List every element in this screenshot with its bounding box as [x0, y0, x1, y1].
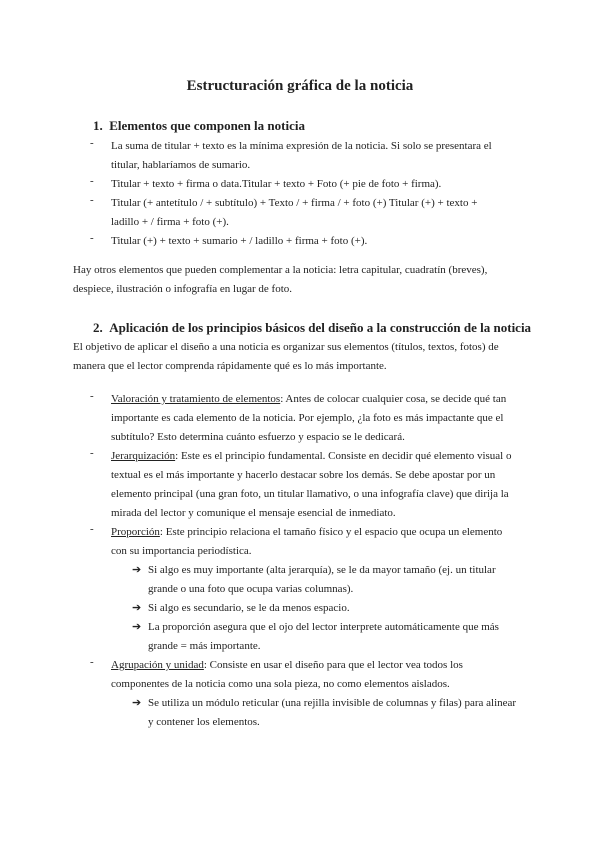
section-number: 2. — [93, 320, 103, 335]
section-number: 1. — [93, 118, 103, 133]
text-line: : Este es el principio fundamental. Consiste en decidir qué elemento visual o — [175, 450, 512, 462]
section-1-list — [0, 137, 600, 251]
arrow-bullet-icon: ➔ — [132, 602, 142, 614]
section-2-intro — [73, 338, 499, 376]
underlined-term: Jerarquización — [111, 450, 176, 462]
text-line: titular, hablaríamos de sumario. — [111, 159, 251, 171]
section-2-list — [0, 390, 600, 732]
text-line: manera que el lector comprenda rápidamente qué es lo más importante. — [73, 360, 387, 372]
list-item — [0, 194, 600, 232]
text-line: : Consiste en usar el diseño para que el lector vea todos los — [203, 659, 463, 671]
section-1-heading — [93, 118, 305, 134]
section-1-paragraph — [73, 261, 487, 299]
text-line: Titular (+) + texto + sumario + / ladillo + firma + foto (+). — [111, 235, 368, 247]
text-line: : Antes de colocar cualquier cosa, se decide qué tan — [280, 393, 507, 405]
text-line: La proporción asegura que el ojo del lector interprete automáticamente que más — [148, 621, 499, 633]
text-line: elemento principal (una gran foto, un titular llamativo, o una infografía clave) que dirija la — [111, 488, 509, 500]
dash-bullet-icon: - — [90, 194, 94, 206]
underlined-term: Valoración y tratamiento de elementos — [111, 393, 281, 405]
text-line: Titular (+ antetítulo / + subtítulo) + Texto / + firma / + foto (+) Titular (+) + texto + — [111, 197, 478, 209]
text-line: Hay otros elementos que pueden complementar a la noticia: letra capitular, cuadratín (breves), — [73, 264, 488, 276]
text-line: textual es el más importante y hacerlo destacar sobre los demás. Se debe apostar por un — [111, 469, 496, 481]
sub-list-item — [0, 561, 600, 599]
arrow-bullet-icon: ➔ — [132, 621, 142, 633]
dash-bullet-icon: - — [90, 175, 94, 187]
underlined-term: Agrupación y unidad — [111, 659, 204, 671]
list-item — [0, 175, 600, 194]
text-line: mirada del lector y comunique el mensaje esencial de inmediato. — [111, 507, 396, 519]
text-line: La suma de titular + texto es la mínima expresión de la noticia. Si solo se presentara el — [111, 140, 492, 152]
text-line: subtítulo? Esto determina cuánto esfuerzo y espacio se le dedicará. — [111, 431, 405, 443]
dash-bullet-icon: - — [90, 390, 94, 402]
dash-bullet-icon: - — [90, 523, 94, 535]
text-line: Si algo es secundario, se le da menos espacio. — [148, 602, 350, 614]
text-line: con su importancia periodística. — [111, 545, 252, 557]
dash-bullet-icon: - — [90, 656, 94, 668]
sub-list-item — [0, 618, 600, 656]
list-item — [0, 523, 600, 656]
text-line: Si algo es muy importante (alta jerarquía), se le da mayor tamaño (ej. un titular — [148, 564, 496, 576]
list-item — [0, 447, 600, 523]
underlined-term: Proporción — [111, 526, 160, 538]
text-line: Titular + texto + firma o data.Titular + texto + Foto (+ pie de foto + firma). — [111, 178, 442, 190]
arrow-bullet-icon: ➔ — [132, 697, 142, 709]
section-heading-text: Elementos que componen la noticia — [109, 118, 305, 133]
text-line: grande o una foto que ocupa varias columnas). — [148, 583, 354, 595]
list-item — [0, 232, 600, 251]
dash-bullet-icon: - — [90, 137, 94, 149]
document-title: Estructuración gráfica de la noticia — [186, 78, 414, 94]
section-heading-text: Aplicación de los principios básicos del diseño a la construcción de la noticia — [109, 320, 532, 335]
dash-bullet-icon: - — [90, 232, 94, 244]
text-line: componentes de la noticia como una sola pieza, no como elementos aislados. — [111, 678, 450, 690]
text-line: : Este principio relaciona el tamaño físico y el espacio que ocupa un elemento — [159, 526, 503, 538]
text-line: El objetivo de aplicar el diseño a una noticia es organizar sus elementos (títulos, textos, fotos) de — [73, 341, 499, 353]
list-item — [0, 137, 600, 175]
sub-list-item — [0, 599, 600, 618]
list-item — [0, 656, 600, 732]
text-line: Se utiliza un módulo reticular (una rejilla invisible de columnas y filas) para alinear — [148, 697, 517, 709]
text-line: y contener los elementos. — [148, 716, 260, 728]
text-line: ladillo + / firma + foto (+). — [111, 216, 229, 228]
arrow-bullet-icon: ➔ — [132, 564, 142, 576]
section-2-heading — [93, 320, 531, 336]
text-line: importante es cada elemento de la noticia. Por ejemplo, ¿la foto es más impactante que el — [111, 412, 504, 424]
text-line: despiece, ilustración o infografía en lugar de foto. — [73, 283, 293, 295]
dash-bullet-icon: - — [90, 447, 94, 459]
text-line: grande = más importante. — [148, 640, 261, 652]
sub-list-item — [0, 694, 600, 732]
list-item — [0, 390, 600, 447]
